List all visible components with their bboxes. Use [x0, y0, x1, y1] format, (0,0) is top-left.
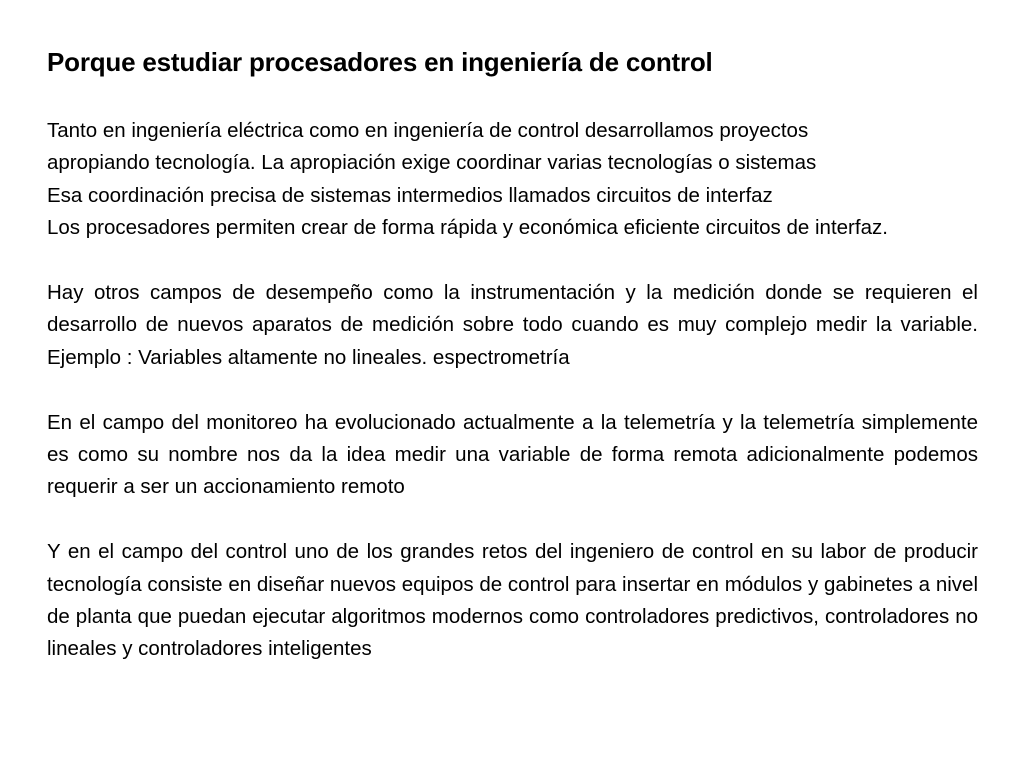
intro-line-2: apropiando tecnología. La apropiación exige coordinar varias tecnologías o sistemas	[47, 151, 817, 175]
slide-title: Porque estudiar procesadores en ingeniería de control	[47, 47, 713, 77]
intro-line-3: Esa coordinación precisa de sistemas intermedios llamados circuitos de interfaz	[47, 183, 773, 207]
intro-block	[47, 115, 978, 212]
paragraph-processors: Los procesadores permiten crear de forma rápida y económica eficiente circuitos de interfaz.	[47, 216, 888, 240]
intro-line-1: Tanto en ingeniería eléctrica como en ingeniería de control desarrollamos proyectos	[47, 119, 809, 142]
slide-body	[47, 115, 978, 698]
paragraph-instrumentation: Hay otros campos de desempeño como la instrumentación y la medición donde se requieren el desarrollo de nuevos aparatos de medición sobre todo cuando es muy complejo medir la variable. Ejemplo : Variables altamente no lineales. espectrometría	[47, 281, 978, 369]
paragraph-control: Y en el campo del control uno de los grandes retos del ingeniero de control en su labor de producir tecnología consiste en diseñar nuevos equipos de control para insertar en módulos y gabinetes a nivel de planta que puedan ejecutar algoritmos modernos como controladores predictivos, controladores no lineales y controladores inteligentes	[47, 540, 978, 661]
paragraph-telemetry: En el campo del monitoreo ha evolucionado actualmente a la telemetría y la telemetría simplemente es como su nombre nos da la idea medir una variable de forma remota adicionalmente podemos requerir a ser un accionamiento remoto	[47, 410, 978, 499]
